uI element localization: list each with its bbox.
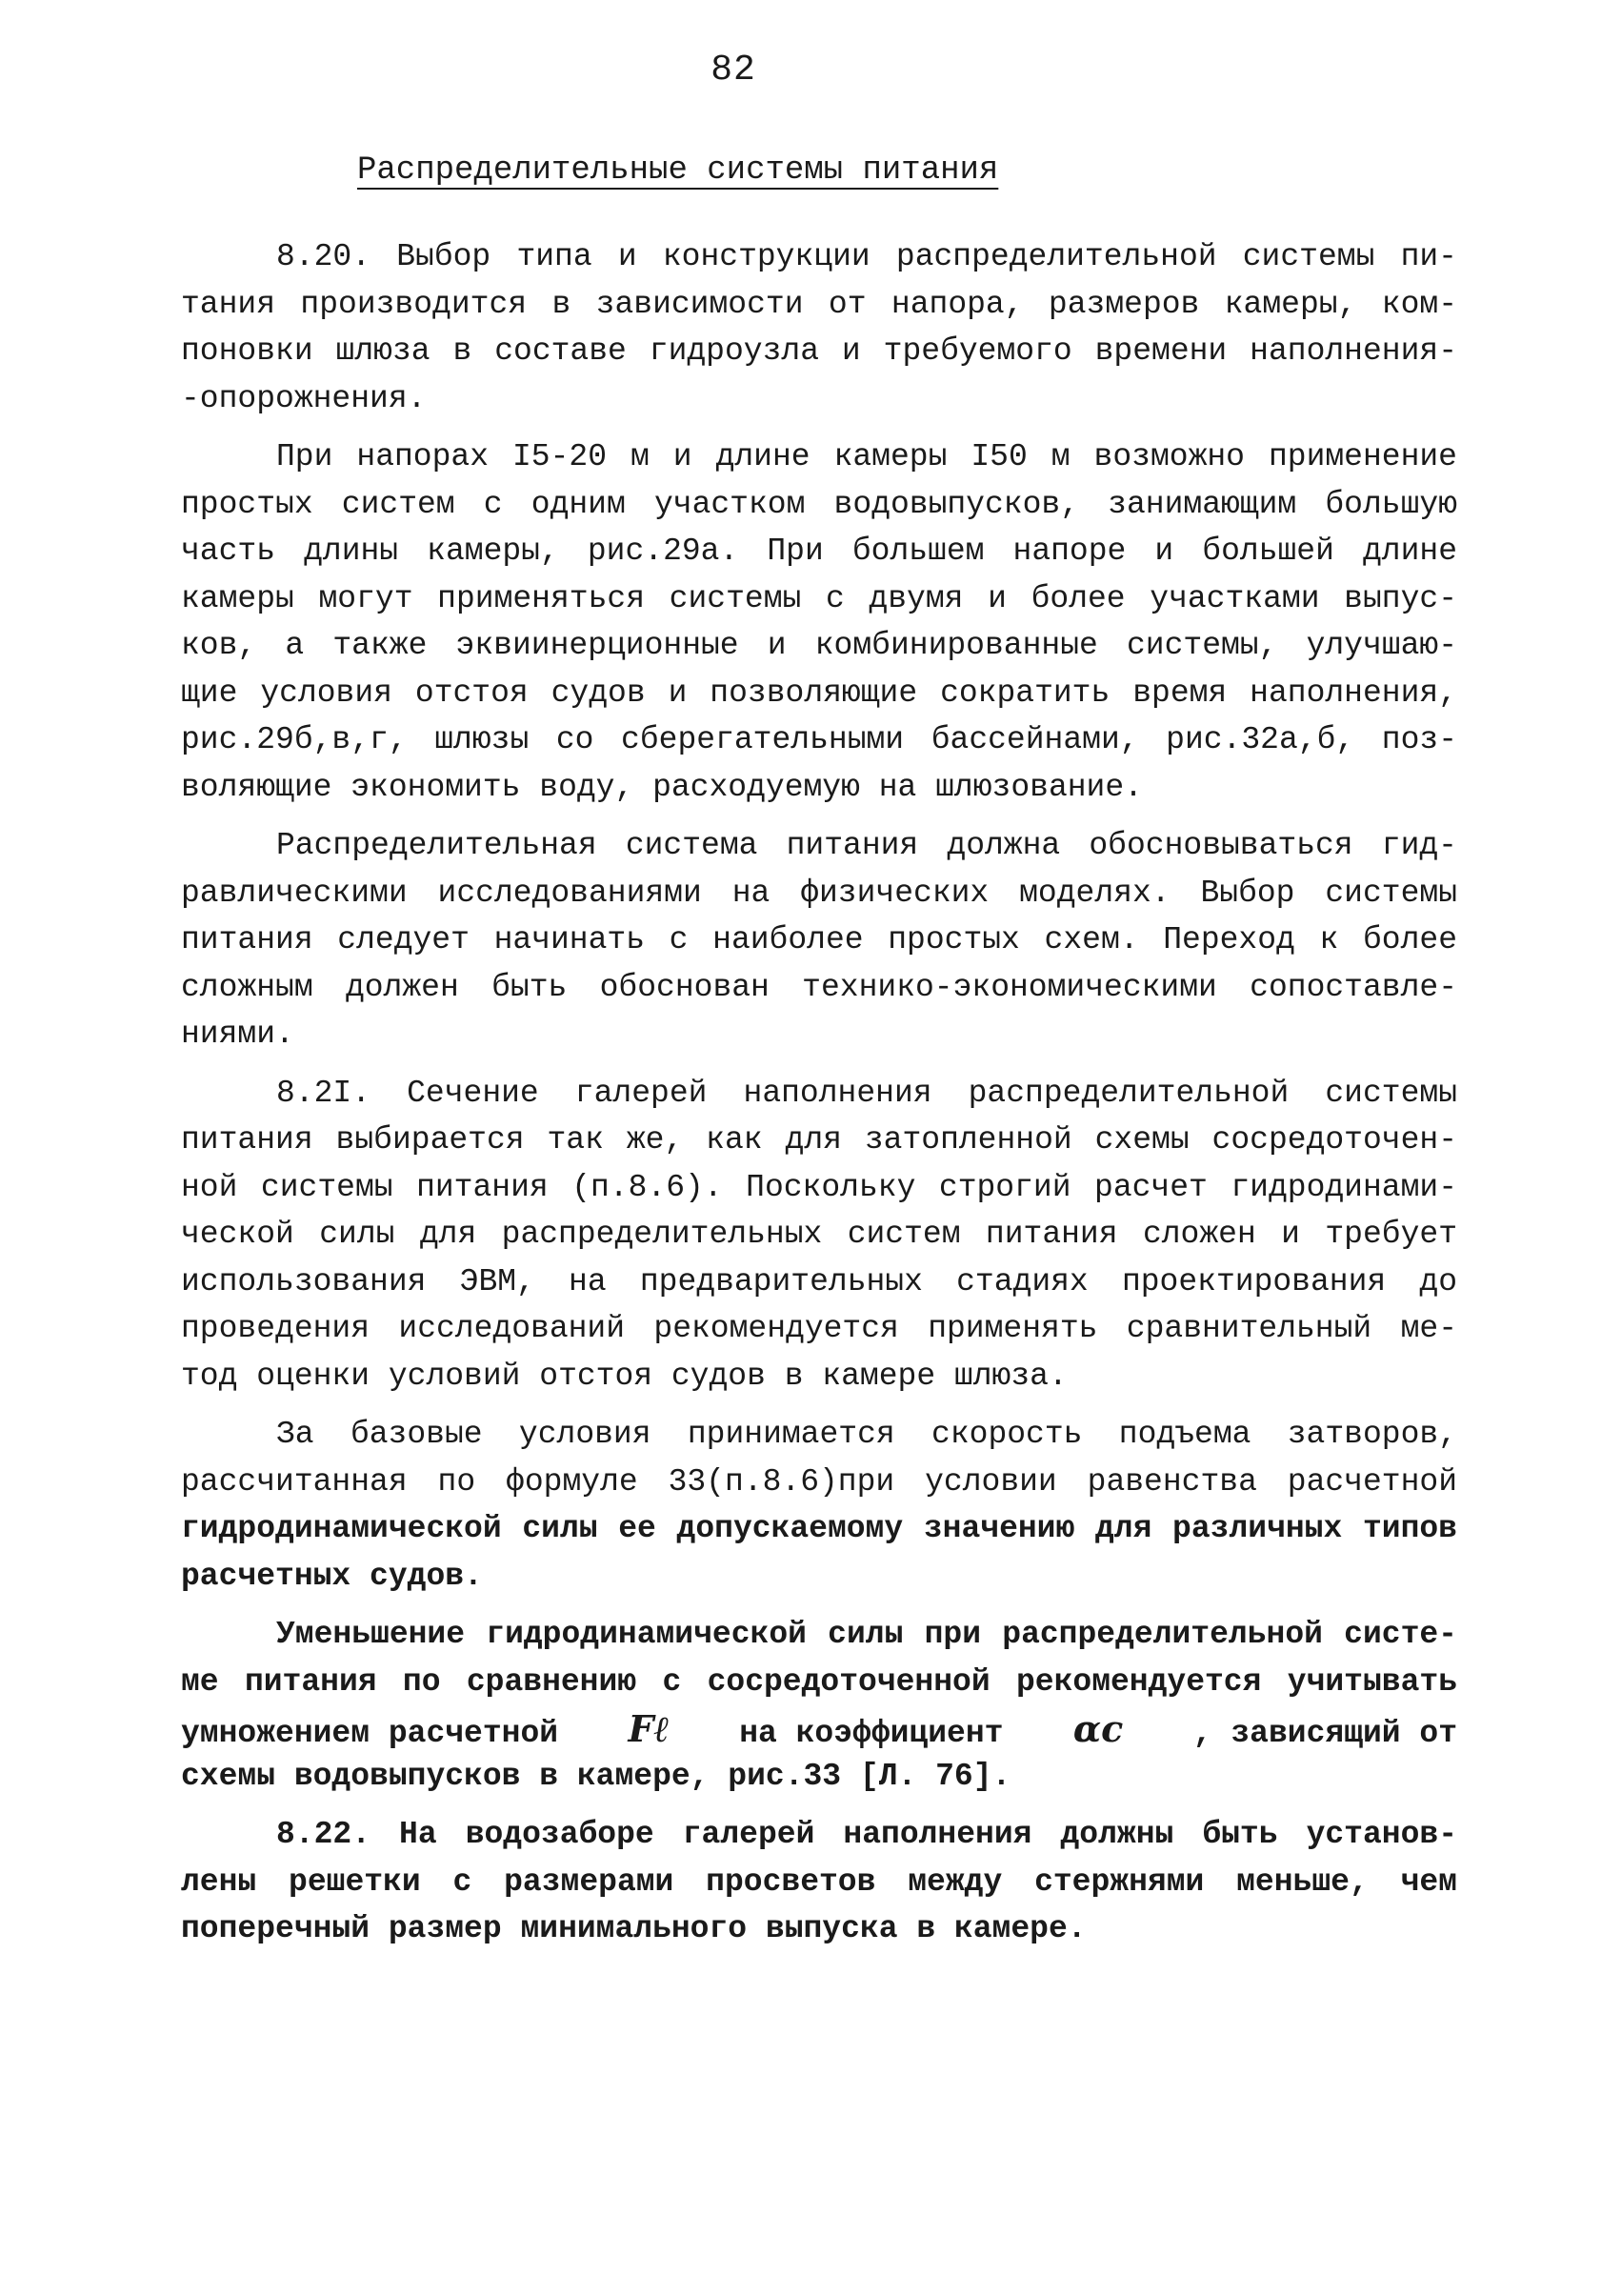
text-line: При напорах I5-20 м и длине камеры I50 м возможно применение <box>276 439 1457 474</box>
text-line: щие условия отстоя судов и позволяющие сократить время наполнения, <box>181 675 1457 711</box>
text-line: использования ЭВМ, на предварительных стадиях проектирования до <box>181 1263 1457 1299</box>
text-line-with-formulas <box>181 1705 1457 1753</box>
text-line: ме питания по сравнению с сосредоточенной рекомендуется учитывать <box>181 1663 1457 1700</box>
text-line: гидродинамической силы ее допускаемому значению для различных типов <box>181 1511 1457 1546</box>
body-text <box>181 233 1457 1964</box>
text-line: поперечный размер минимального выпуска в камере. <box>181 1911 1087 1946</box>
text-line: поновки шлюза в составе гидроузла и требуемого времени наполнения- <box>181 333 1457 369</box>
text-line: ной системы питания (п.8.6). Поскольку строгий расчет гидродинами- <box>181 1169 1457 1205</box>
paragraph-8-22 <box>181 1811 1457 1953</box>
text-line: проведения исследований рекомендуется применять сравнительный ме- <box>181 1311 1457 1346</box>
text-fragment: на коэффициент <box>739 1716 1004 1751</box>
text-fragment: умножением расчетной <box>181 1716 559 1751</box>
paragraph-base-conditions <box>181 1411 1457 1600</box>
text-line: -опорожнения. <box>181 380 427 416</box>
paragraph-hydraulic-studies <box>181 822 1457 1058</box>
section-heading: Распределительные системы питания <box>357 152 999 189</box>
text-line: 8.2I. Сечение галерей наполнения распределительной системы <box>276 1075 1457 1111</box>
text-line: схемы водовыпусков в камере, рис.33 [Л. 76]. <box>181 1758 1011 1794</box>
text-line: Уменьшение гидродинамической силы при распределительной систе- <box>276 1617 1457 1652</box>
text-line: питания выбирается так же, как для затопленной схемы сосредоточен- <box>181 1122 1457 1158</box>
text-line: тания производится в зависимости от напора, размеров камеры, ком- <box>181 286 1457 322</box>
text-line: рассчитанная по формуле 33(п.8.6)при условии равенства расчетной <box>181 1463 1457 1500</box>
text-line: часть длины камеры, рис.29а. При большем напоре и большей длине <box>181 534 1457 569</box>
text-line: ков, а также эквиинерционные и комбинированные системы, улучшаю- <box>181 628 1457 663</box>
text-line: 8.22. На водозаборе галерей наполнения должны быть установ- <box>276 1817 1457 1852</box>
text-line: тод оценки условий отстоя судов в камере шлюза. <box>181 1358 1068 1394</box>
text-line: расчетных судов. <box>181 1558 483 1594</box>
paragraph-heads <box>181 433 1457 811</box>
text-line: лены решетки с размерами просветов между стержнями меньше, чем <box>181 1863 1457 1900</box>
text-line: За базовые условия принимается скорость подъема затворов, <box>276 1417 1457 1452</box>
paragraph-8-20 <box>181 233 1457 422</box>
text-line: ниями. <box>181 1017 294 1052</box>
text-line: простых систем с одним участком водовыпусков, занимающим большую <box>181 486 1457 522</box>
paragraph-8-21 <box>181 1070 1457 1400</box>
text-line: питания следует начинать с наиболее простых схем. Переход к более <box>181 922 1457 957</box>
text-line: рис.29б,в,г, шлюзы со сберегательными бассейнами, рис.32а,б, поз- <box>181 722 1457 757</box>
page-number: 82 <box>710 50 756 91</box>
text-line: воляющие экономить воду, расходуемую на шлюзование. <box>181 769 1143 805</box>
text-fragment: , зависящий от <box>1192 1716 1457 1751</box>
text-line: камеры могут применяться системы с двумя и более участками выпус- <box>181 580 1457 616</box>
formula-ac: αc <box>1072 1707 1124 1750</box>
text-line: равлическими исследованиями на физических моделях. Выбор системы <box>181 875 1457 911</box>
formula-fe: Fℓ <box>628 1707 670 1750</box>
text-line: Распределительная система питания должна обосновываться гид- <box>276 828 1457 863</box>
text-line: 8.20. Выбор типа и конструкции распределительной системы пи- <box>276 239 1457 274</box>
text-line: ческой силы для распределительных систем питания сложен и требует <box>181 1217 1457 1252</box>
paragraph-force-reduction <box>181 1611 1457 1800</box>
text-line: сложным должен быть обоснован технико-экономическими сопоставле- <box>181 969 1457 1005</box>
